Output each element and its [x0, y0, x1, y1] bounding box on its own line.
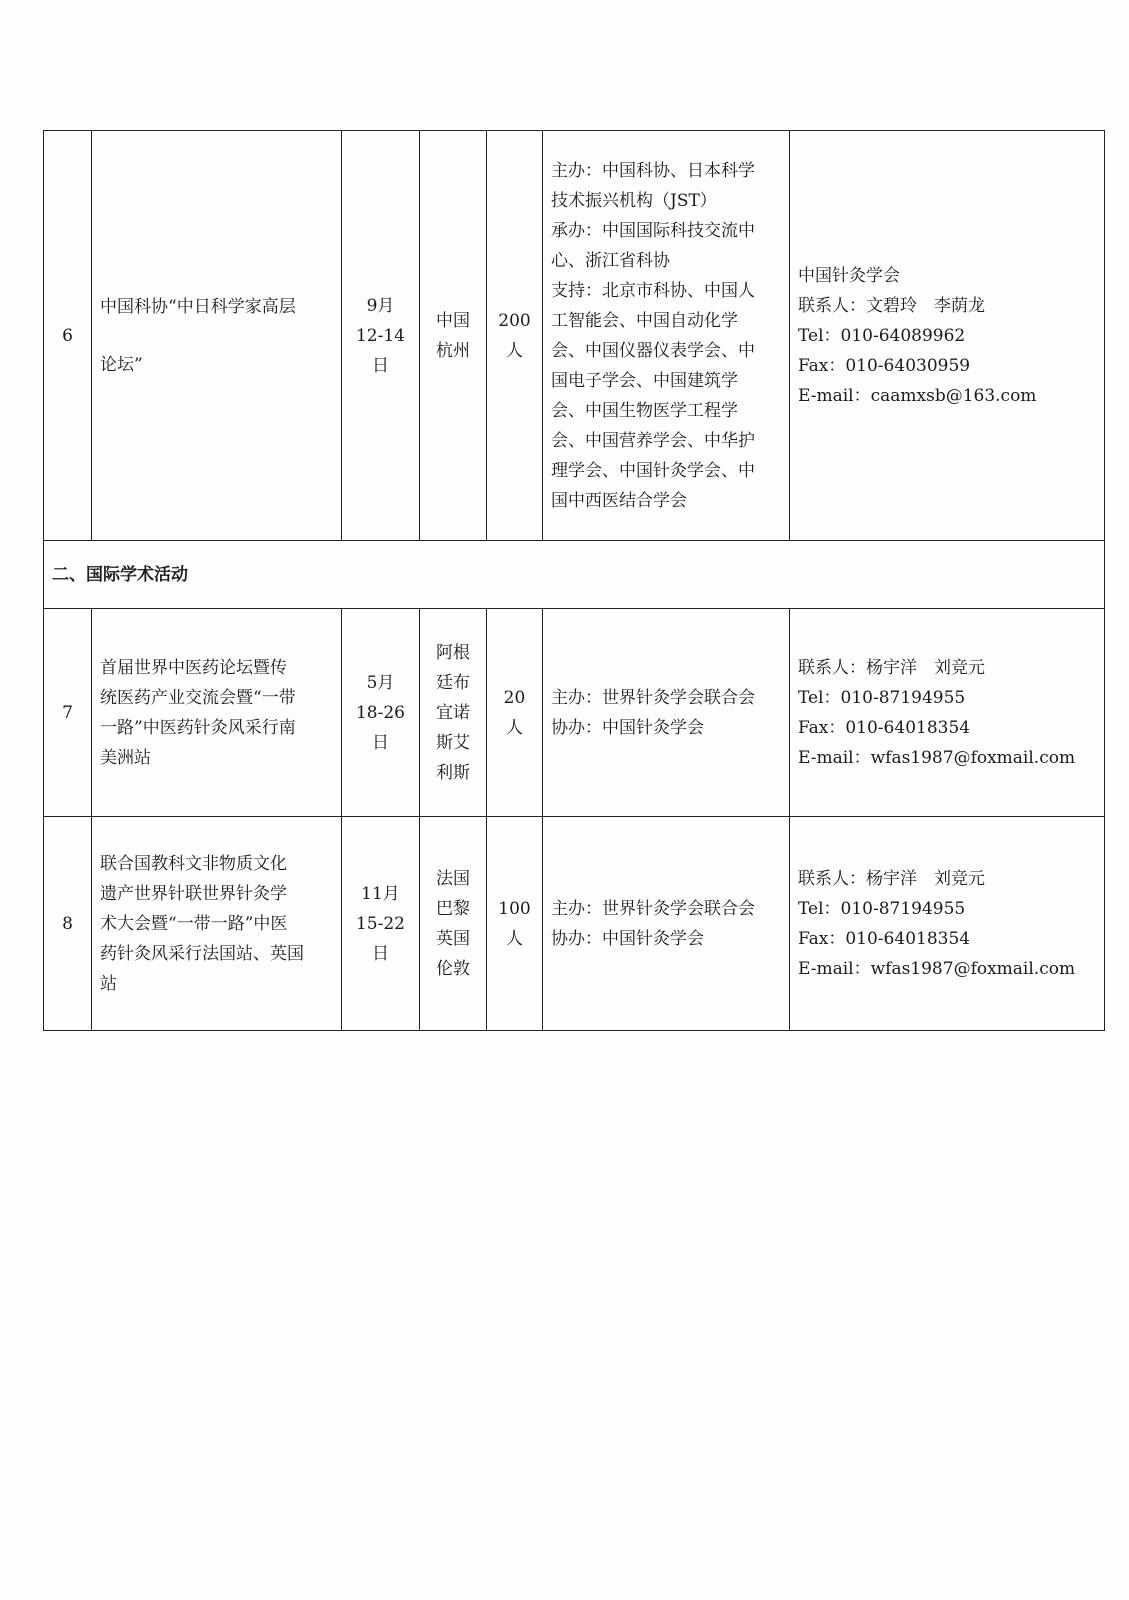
contact-info: [790, 817, 1105, 1031]
text-line: 遗产世界针联世界针灸学: [100, 883, 287, 904]
organizers: [543, 609, 790, 817]
text-line: 主办：世界针灸学会联合会: [551, 898, 755, 919]
text-line: 法国: [436, 868, 470, 889]
text-line: 利斯: [436, 762, 470, 783]
text-line: 人: [506, 928, 523, 949]
organizers: [543, 817, 790, 1031]
text-line: 联系人：杨宇洋 刘竞元: [798, 868, 985, 889]
row-number: 7: [44, 609, 92, 817]
activity-place: [420, 131, 487, 541]
activity-date: [342, 609, 420, 817]
text-line: 工智能会、中国自动化学: [551, 310, 738, 331]
table-row: [44, 609, 1105, 817]
text-line: 统医药产业交流会暨“一带: [100, 687, 296, 708]
text-line: 20: [503, 687, 526, 708]
text-line: 协办：中国针灸学会: [551, 717, 704, 738]
text-line: 人: [506, 340, 523, 361]
text-line: 承办：中国国际科技交流中: [551, 220, 755, 241]
text-line: Fax：010-64030959: [798, 355, 971, 376]
participant-count: [487, 131, 543, 541]
activity-schedule-table: [43, 130, 1105, 1031]
text-line: 巴黎: [436, 898, 470, 919]
activity-name: [92, 609, 342, 817]
text-line: 人: [506, 717, 523, 738]
text-line: 一路”中医药针灸风采行南: [100, 717, 296, 738]
text-line: 技术振兴机构（JST）: [551, 190, 717, 211]
text-line: 美洲站: [100, 747, 151, 768]
text-line: 站: [100, 973, 117, 994]
text-line: 心、浙江省科协: [551, 250, 670, 271]
text-line: 伦敦: [436, 958, 470, 979]
text-line: 5月: [366, 672, 395, 693]
text-line: 阿根: [436, 642, 470, 663]
text-line: 术大会暨“一带一路”中医: [100, 913, 288, 934]
activity-place: [420, 817, 487, 1031]
text-line: 15-22: [355, 913, 405, 934]
text-line: 中国科协“中日科学家高层: [100, 296, 296, 317]
text-line: 药针灸风采行法国站、英国: [100, 943, 304, 964]
text-line: Tel：010-87194955: [798, 898, 966, 919]
text-line: Fax：010-64018354: [798, 928, 971, 949]
text-line: 100: [498, 898, 531, 919]
text-line: 会、中国生物医学工程学: [551, 400, 738, 421]
text-line: 宜诺: [436, 702, 470, 723]
text-line: 日: [372, 355, 389, 376]
table-row: [44, 817, 1105, 1031]
text-line: 论坛”: [100, 354, 143, 375]
activity-date: [342, 817, 420, 1031]
text-line: 支持：北京市科协、中国人: [551, 280, 755, 301]
text-line: 英国: [436, 928, 470, 949]
section-title: 二、国际学术活动: [44, 541, 1105, 609]
text-line: Tel：010-87194955: [798, 687, 966, 708]
text-line: 国中西医结合学会: [551, 490, 687, 511]
participant-count: [487, 817, 543, 1031]
text-line: Tel：010-64089962: [798, 325, 966, 346]
text-line: 日: [372, 732, 389, 753]
text-line: 日: [372, 943, 389, 964]
row-number: 8: [44, 817, 92, 1031]
contact-info: [790, 609, 1105, 817]
text-line: 联合国教科文非物质文化: [100, 853, 287, 874]
text-line: 会、中国仪器仪表学会、中: [551, 340, 755, 361]
text-line: E-mail：caamxsb@163.com: [798, 385, 1037, 406]
text-line: 斯艾: [436, 732, 470, 753]
text-line: 12-14: [355, 325, 405, 346]
contact-info: [790, 131, 1105, 541]
text-line: 联系人：杨宇洋 刘竞元: [798, 657, 985, 678]
text-line: 11月: [361, 883, 400, 904]
organizers: [543, 131, 790, 541]
text-line: 18-26: [355, 702, 405, 723]
text-line: 国电子学会、中国建筑学: [551, 370, 738, 391]
text-line: E-mail：wfas1987@foxmail.com: [798, 747, 1076, 768]
text-line: 首届世界中医药论坛暨传: [100, 657, 287, 678]
activity-name: [92, 817, 342, 1031]
text-line: 理学会、中国针灸学会、中: [551, 460, 755, 481]
text-line: 廷布: [436, 672, 470, 693]
text-line: 200: [498, 310, 531, 331]
text-line: 协办：中国针灸学会: [551, 928, 704, 949]
text-line: 主办：世界针灸学会联合会: [551, 687, 755, 708]
participant-count: [487, 609, 543, 817]
table-row: [44, 131, 1105, 541]
section-header-row: [44, 541, 1105, 609]
text-line: 主办：中国科协、日本科学: [551, 160, 755, 181]
text-line: E-mail：wfas1987@foxmail.com: [798, 958, 1076, 979]
text-line: 9月: [366, 295, 395, 316]
text-line: 中国针灸学会: [798, 265, 900, 286]
activity-place: [420, 609, 487, 817]
text-line: 中国: [436, 310, 470, 331]
text-line: 杭州: [436, 340, 470, 361]
text-line: Fax：010-64018354: [798, 717, 971, 738]
activity-name: [92, 131, 342, 541]
row-number: 6: [44, 131, 92, 541]
activity-date: [342, 131, 420, 541]
text-line: 联系人：文碧玲 李荫龙: [798, 295, 985, 316]
text-line: 会、中国营养学会、中华护: [551, 430, 755, 451]
